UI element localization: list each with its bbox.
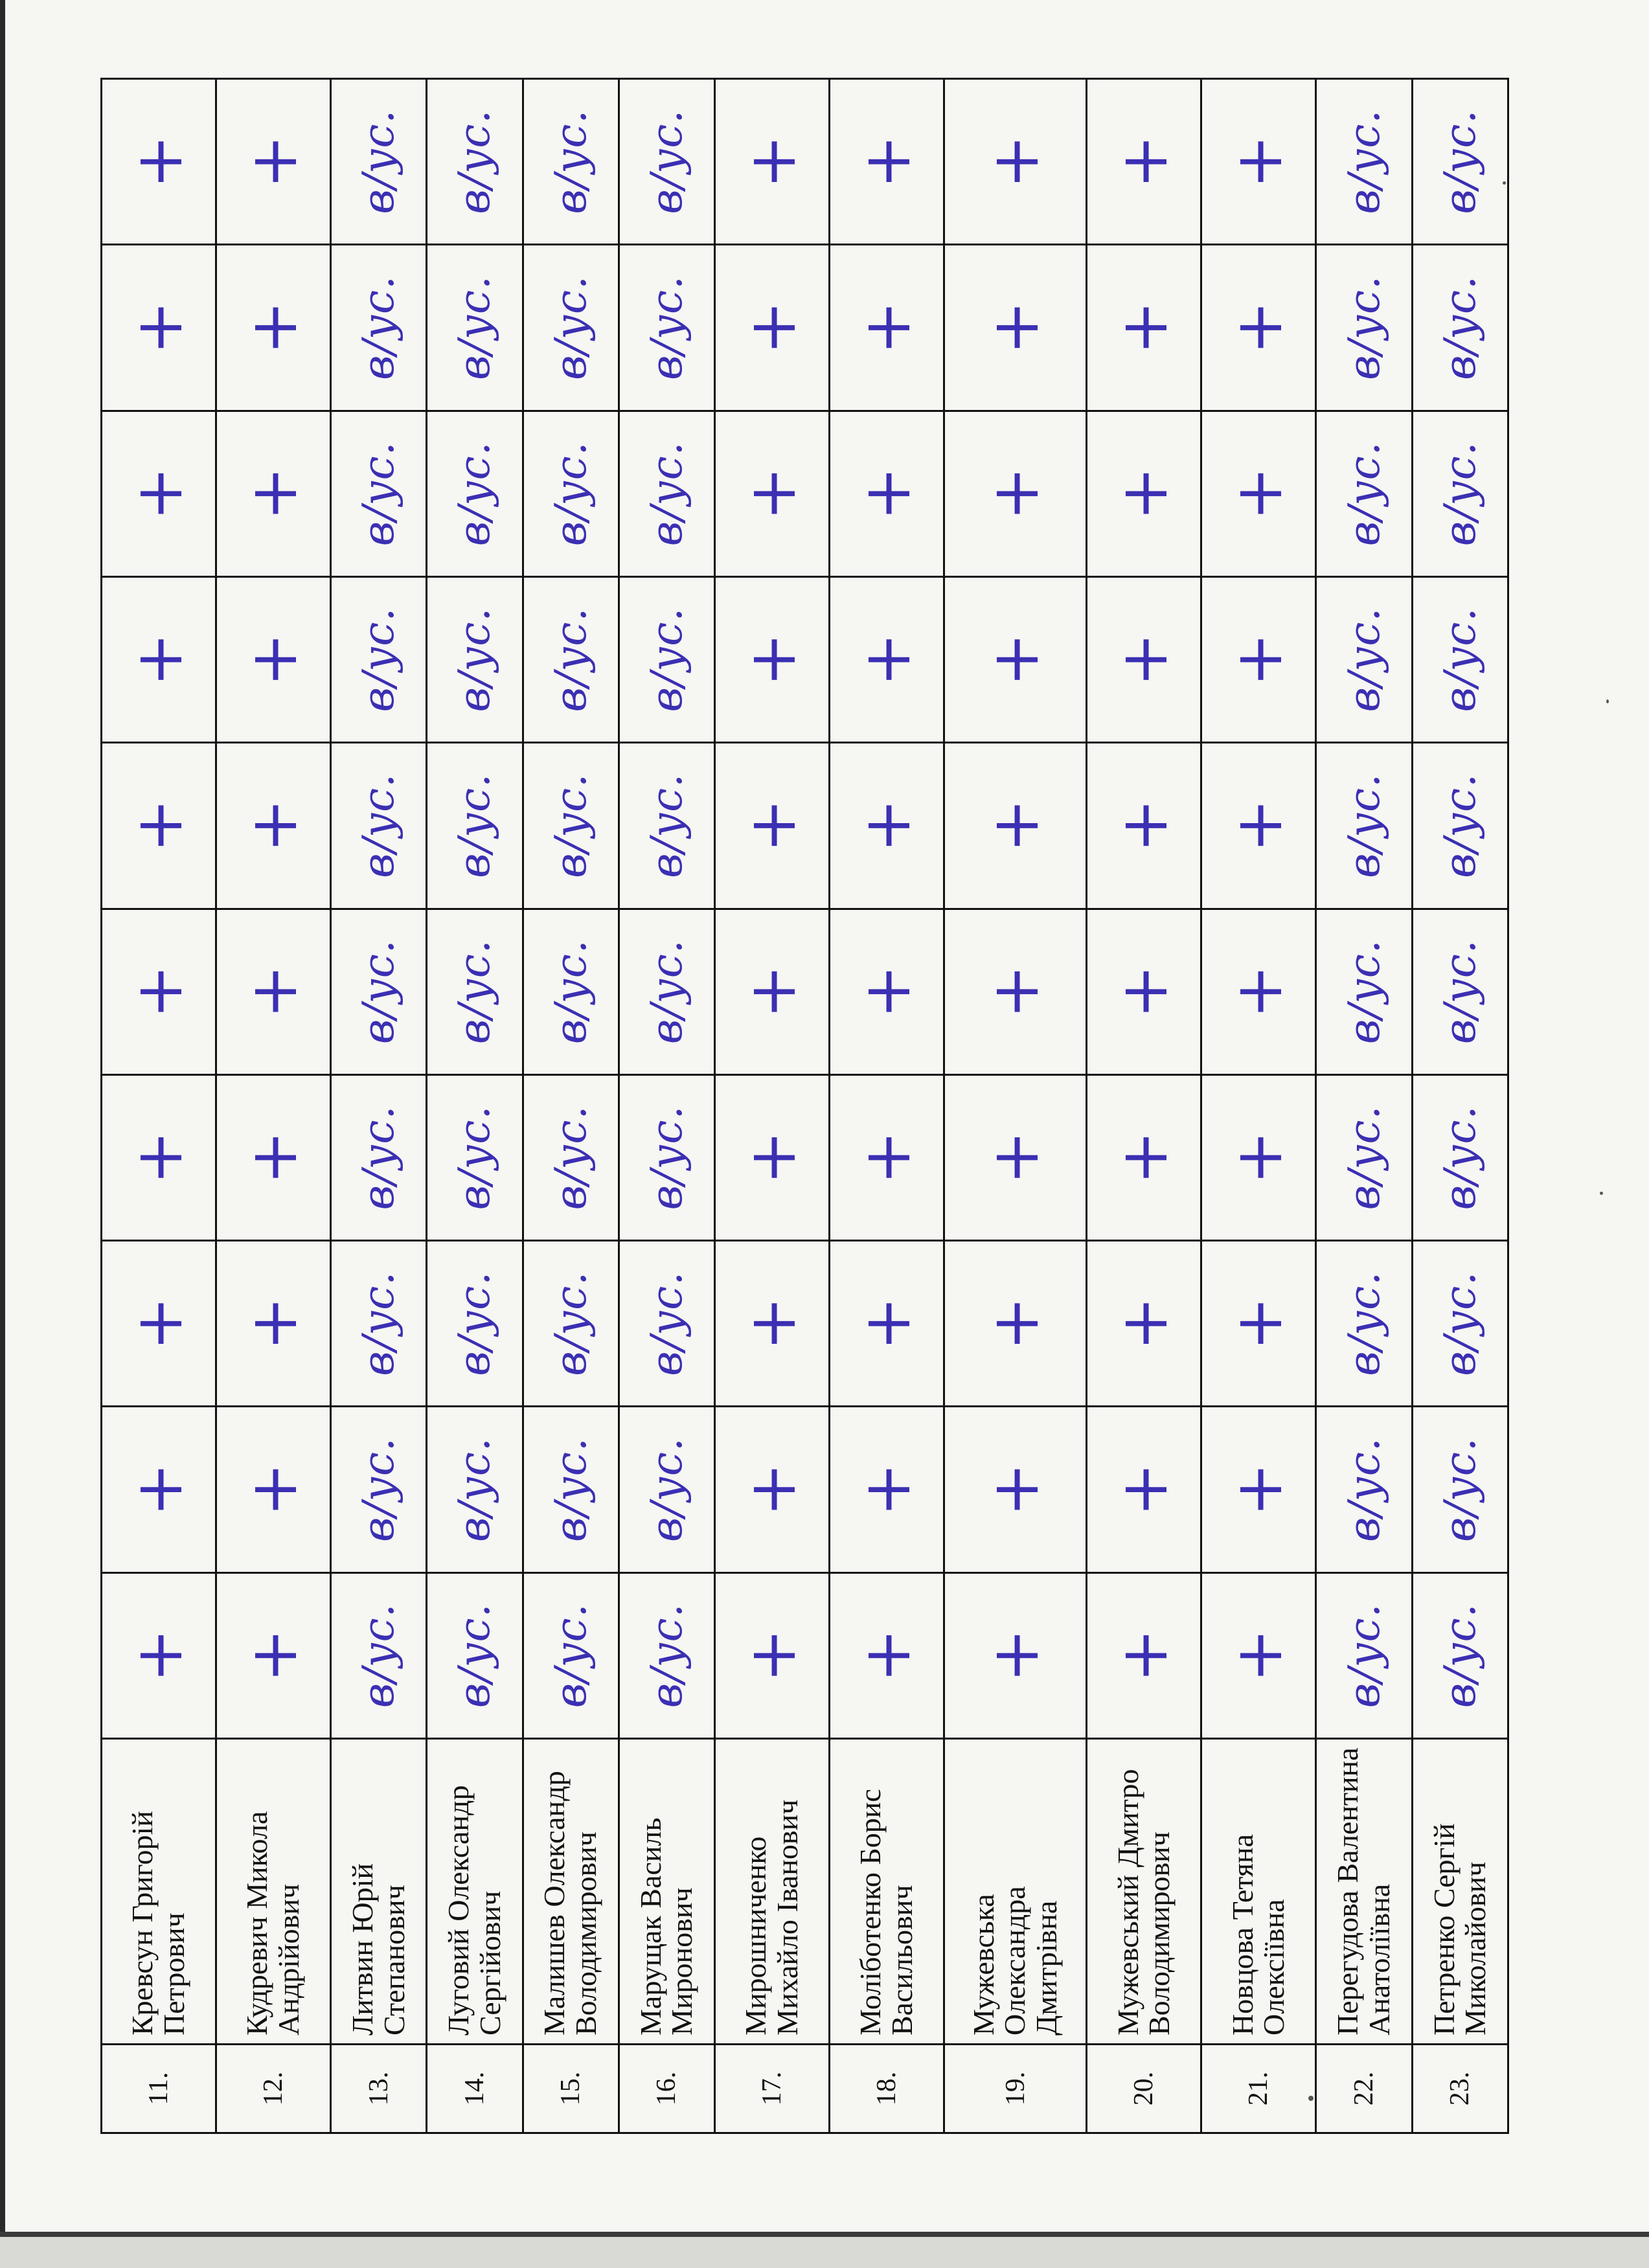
vote-cell: + xyxy=(1201,909,1316,1074)
vote-cell: + xyxy=(1087,1074,1201,1240)
vote-cell: + xyxy=(216,1572,331,1738)
vote-cell: в/ус. xyxy=(619,1407,714,1572)
vote-cell: в/ус. xyxy=(1412,245,1508,411)
vote-cell: + xyxy=(102,245,216,411)
vote-cell: в/ус. xyxy=(331,1241,427,1407)
vote-cell: в/ус. xyxy=(523,411,619,576)
vote-cell: + xyxy=(944,909,1087,1074)
row-number: 13. xyxy=(331,2045,427,2133)
vote-cell: + xyxy=(944,1407,1087,1572)
deputy-name: Литвин Юрій Степанович xyxy=(331,1739,427,2045)
vote-cell: в/ус. xyxy=(1316,1074,1412,1240)
vote-cell: в/ус. xyxy=(523,1241,619,1407)
vote-cell: в/ус. xyxy=(427,411,523,576)
table-row xyxy=(216,79,331,2133)
row-number: 12. xyxy=(216,2045,331,2133)
vote-cell: + xyxy=(715,909,830,1074)
vote-cell: + xyxy=(1087,411,1201,576)
table-row xyxy=(523,79,619,2133)
table-row xyxy=(1201,79,1316,2133)
scan-edge-bottom xyxy=(0,2232,1649,2268)
vote-cell: + xyxy=(1087,576,1201,742)
vote-cell: в/ус. xyxy=(331,576,427,742)
vote-cell: + xyxy=(830,1241,944,1407)
vote-cell: в/ус. xyxy=(427,1074,523,1240)
deputy-name: Мужевська Олександра Дмитрівна xyxy=(944,1739,1087,2045)
vote-cell: + xyxy=(1087,79,1201,245)
vote-cell: + xyxy=(944,245,1087,411)
row-number: 16. xyxy=(619,2045,714,2133)
row-number: 19. xyxy=(944,2045,1087,2133)
row-number: 14. xyxy=(427,2045,523,2133)
vote-cell: + xyxy=(1087,1407,1201,1572)
deputy-name: Петренко Сергій Миколайович xyxy=(1412,1739,1508,2045)
table-row xyxy=(1087,79,1201,2133)
vote-cell: + xyxy=(1087,1241,1201,1407)
vote-cell: в/ус. xyxy=(1316,909,1412,1074)
deputy-name: Луговий Олександр Сергійович xyxy=(427,1739,523,2045)
vote-cell: + xyxy=(830,1074,944,1240)
vote-cell: + xyxy=(715,576,830,742)
vote-cell: + xyxy=(715,1241,830,1407)
scan-speck xyxy=(1606,699,1609,703)
vote-cell: в/ус. xyxy=(427,1572,523,1738)
vote-cell: + xyxy=(830,79,944,245)
vote-cell: + xyxy=(102,79,216,245)
vote-cell: + xyxy=(216,1074,331,1240)
vote-cell: в/ус. xyxy=(331,411,427,576)
vote-cell: + xyxy=(216,79,331,245)
vote-cell: + xyxy=(1087,245,1201,411)
table-row xyxy=(830,79,944,2133)
vote-cell: в/ус. xyxy=(427,909,523,1074)
vote-cell: + xyxy=(1201,1572,1316,1738)
vote-cell: + xyxy=(944,1074,1087,1240)
vote-cell: + xyxy=(715,1407,830,1572)
vote-cell: + xyxy=(102,743,216,909)
vote-cell: в/ус. xyxy=(1412,79,1508,245)
deputy-name: Кревсун Григорій Петрович xyxy=(102,1739,216,2045)
vote-cell: в/ус. xyxy=(331,1407,427,1572)
vote-cell: + xyxy=(102,909,216,1074)
vote-cell: + xyxy=(830,576,944,742)
row-number: 22. xyxy=(1316,2045,1412,2133)
vote-cell: + xyxy=(216,743,331,909)
vote-cell: + xyxy=(1087,1572,1201,1738)
vote-cell: + xyxy=(1201,79,1316,245)
vote-cell: + xyxy=(830,245,944,411)
voting-table-rotated xyxy=(100,78,1509,2134)
vote-cell: + xyxy=(1201,411,1316,576)
vote-cell: в/ус. xyxy=(331,743,427,909)
table-row xyxy=(1316,79,1412,2133)
vote-cell: + xyxy=(1201,1241,1316,1407)
vote-cell: + xyxy=(216,1241,331,1407)
vote-cell: в/ус. xyxy=(1316,1241,1412,1407)
vote-cell: в/ус. xyxy=(523,1572,619,1738)
vote-cell: в/ус. xyxy=(427,743,523,909)
vote-cell: в/ус. xyxy=(1316,411,1412,576)
vote-cell: в/ус. xyxy=(1316,1407,1412,1572)
vote-cell: + xyxy=(944,1241,1087,1407)
vote-cell: + xyxy=(830,411,944,576)
row-number: 20. xyxy=(1087,2045,1201,2133)
vote-cell: в/ус. xyxy=(1316,576,1412,742)
vote-cell: + xyxy=(715,411,830,576)
vote-cell: в/ус. xyxy=(523,79,619,245)
vote-cell: в/ус. xyxy=(427,79,523,245)
vote-cell: в/ус. xyxy=(619,411,714,576)
vote-cell: в/ус. xyxy=(1316,743,1412,909)
voting-results-table xyxy=(100,78,1509,2134)
vote-cell: в/ус. xyxy=(523,743,619,909)
vote-cell: + xyxy=(830,1407,944,1572)
vote-cell: + xyxy=(1087,743,1201,909)
vote-cell: + xyxy=(715,1074,830,1240)
vote-cell: в/ус. xyxy=(523,1074,619,1240)
vote-cell: + xyxy=(102,1241,216,1407)
deputy-name: Мирошниченко Михайло Іванович xyxy=(715,1739,830,2045)
deputy-name: Новцова Тетяна Олексіївна xyxy=(1201,1739,1316,2045)
vote-cell: + xyxy=(1201,743,1316,909)
vote-cell: + xyxy=(830,909,944,1074)
vote-cell: в/ус. xyxy=(427,1241,523,1407)
scan-edge-left xyxy=(0,0,5,2268)
vote-cell: в/ус. xyxy=(619,245,714,411)
vote-cell: в/ус. xyxy=(619,79,714,245)
vote-cell: в/ус. xyxy=(619,1572,714,1738)
vote-cell: + xyxy=(830,1572,944,1738)
vote-cell: в/ус. xyxy=(427,245,523,411)
vote-cell: + xyxy=(944,743,1087,909)
row-number: 17. xyxy=(715,2045,830,2133)
row-number: 15. xyxy=(523,2045,619,2133)
row-number: 23. xyxy=(1412,2045,1508,2133)
row-number: 21. xyxy=(1201,2045,1316,2133)
scan-speck xyxy=(1600,1192,1603,1195)
vote-cell: в/ус. xyxy=(523,909,619,1074)
vote-cell: в/ус. xyxy=(331,1074,427,1240)
vote-cell: + xyxy=(102,1074,216,1240)
vote-cell: в/ус. xyxy=(331,1572,427,1738)
vote-cell: + xyxy=(1201,245,1316,411)
vote-cell: + xyxy=(944,576,1087,742)
table-row xyxy=(102,79,216,2133)
table-row xyxy=(1412,79,1508,2133)
vote-cell: в/ус. xyxy=(1412,743,1508,909)
vote-cell: + xyxy=(715,1572,830,1738)
vote-cell: + xyxy=(715,245,830,411)
vote-cell: в/ус. xyxy=(331,245,427,411)
table-row xyxy=(944,79,1087,2133)
table-row xyxy=(427,79,523,2133)
vote-cell: + xyxy=(216,411,331,576)
vote-cell: в/ус. xyxy=(619,1241,714,1407)
vote-cell: в/ус. xyxy=(619,1074,714,1240)
vote-cell: + xyxy=(102,1572,216,1738)
table-row xyxy=(715,79,830,2133)
vote-cell: в/ус. xyxy=(619,743,714,909)
vote-cell: в/ус. xyxy=(331,79,427,245)
vote-cell: в/ус. xyxy=(1412,1241,1508,1407)
vote-cell: в/ус. xyxy=(1412,576,1508,742)
vote-cell: в/ус. xyxy=(619,909,714,1074)
vote-cell: + xyxy=(102,1407,216,1572)
vote-cell: в/ус. xyxy=(523,245,619,411)
vote-cell: + xyxy=(1201,1074,1316,1240)
deputy-name: Моліботенко Борис Васильович xyxy=(830,1739,944,2045)
voting-table-body xyxy=(102,79,1508,2133)
table-row xyxy=(619,79,714,2133)
vote-cell: в/ус. xyxy=(1412,1407,1508,1572)
vote-cell: + xyxy=(715,79,830,245)
table-row xyxy=(331,79,427,2133)
deputy-name: Перегудова Валентина Анатоліївна xyxy=(1316,1739,1412,2045)
vote-cell: + xyxy=(1201,1407,1316,1572)
deputy-name: Кудревич Микола Андрійович xyxy=(216,1739,331,2045)
row-number: 11. xyxy=(102,2045,216,2133)
vote-cell: в/ус. xyxy=(1412,1074,1508,1240)
vote-cell: в/ус. xyxy=(619,576,714,742)
vote-cell: в/ус. xyxy=(1316,245,1412,411)
vote-cell: в/ус. xyxy=(1412,411,1508,576)
vote-cell: + xyxy=(102,576,216,742)
deputy-name: Малишев Олександр Володимирович xyxy=(523,1739,619,2045)
vote-cell: в/ус. xyxy=(1316,79,1412,245)
vote-cell: + xyxy=(830,743,944,909)
vote-cell: в/ус. xyxy=(523,576,619,742)
vote-cell: + xyxy=(715,743,830,909)
vote-cell: + xyxy=(944,411,1087,576)
vote-cell: в/ус. xyxy=(523,1407,619,1572)
vote-cell: в/ус. xyxy=(1412,1572,1508,1738)
vote-cell: + xyxy=(102,411,216,576)
vote-cell: + xyxy=(944,79,1087,245)
vote-cell: в/ус. xyxy=(331,909,427,1074)
vote-cell: + xyxy=(1087,909,1201,1074)
vote-cell: в/ус. xyxy=(427,1407,523,1572)
vote-cell: + xyxy=(216,909,331,1074)
deputy-name: Марущак Василь Миронович xyxy=(619,1739,714,2045)
vote-cell: + xyxy=(216,245,331,411)
vote-cell: + xyxy=(1201,576,1316,742)
vote-cell: + xyxy=(216,1407,331,1572)
vote-cell: в/ус. xyxy=(427,576,523,742)
row-number: 18. xyxy=(830,2045,944,2133)
deputy-name: Мужевський Дмитро Володимирович xyxy=(1087,1739,1201,2045)
vote-cell: + xyxy=(216,576,331,742)
vote-cell: в/ус. xyxy=(1316,1572,1412,1738)
vote-cell: + xyxy=(944,1572,1087,1738)
vote-cell: в/ус. xyxy=(1412,909,1508,1074)
